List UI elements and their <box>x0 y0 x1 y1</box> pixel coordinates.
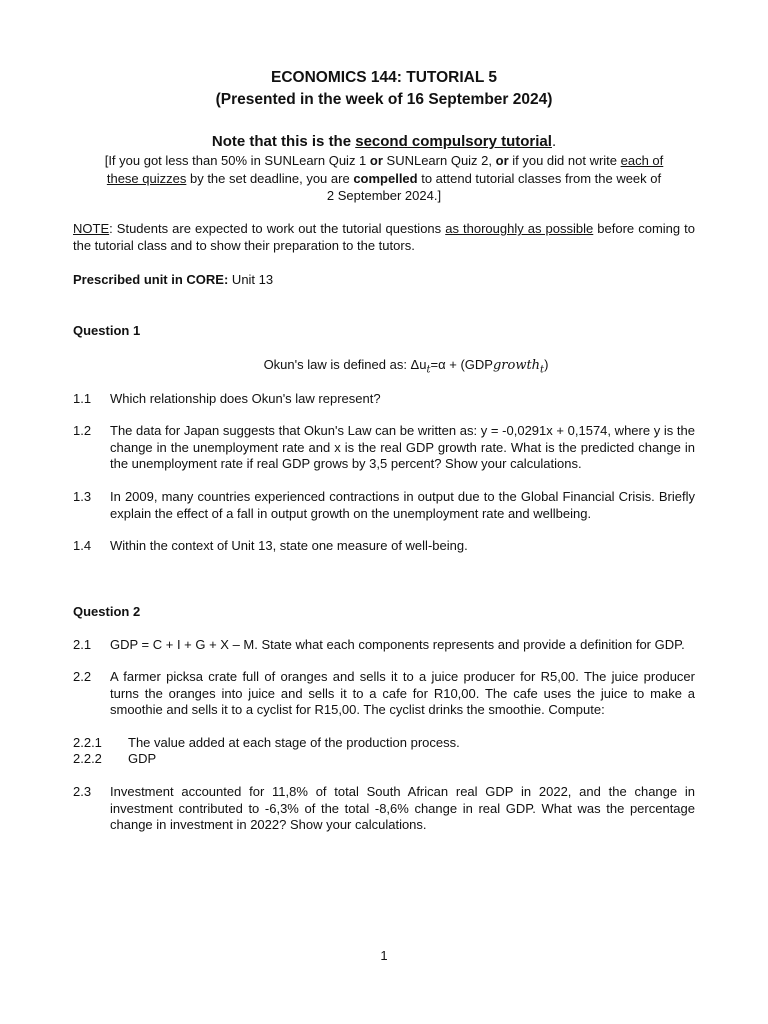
item-text: Which relationship does Okun's law represent? <box>110 391 381 406</box>
notice-underlined: these quizzes <box>106 171 187 186</box>
notice-text: SUNLearn Quiz 2, <box>382 153 496 168</box>
notice-line-1 <box>0 153 768 170</box>
note-text: before coming to the tutorial class and to show their preparation to the tutors. <box>73 221 696 253</box>
notice-line-2 <box>0 171 768 188</box>
item-number: 2.1 <box>73 637 92 652</box>
okun-formula <box>0 357 768 379</box>
page-number: 1 <box>380 948 388 963</box>
question-1-heading: Question 1 <box>73 323 141 338</box>
notice-or: or <box>369 153 383 168</box>
document-subtitle: (Presented in the week of 16 September 2024) <box>215 91 553 108</box>
sub-item-text: The value added at each stage of the production process. <box>128 735 460 750</box>
question-2-heading: Question 2 <box>73 604 141 619</box>
sub-item-number: 2.2.2 <box>73 751 102 766</box>
formula-text: Okun's law is defined as: Δu <box>263 357 427 372</box>
note-underlined: as thoroughly as possible <box>445 221 594 236</box>
formula-text: ) <box>544 357 549 372</box>
notice-text: by the set deadline, you are <box>186 171 354 186</box>
notice-underlined: each of <box>620 153 664 168</box>
notice-or: or <box>495 153 509 168</box>
notice-emphasis: second compulsory tutorial <box>355 133 552 150</box>
document-title: ECONOMICS 144: TUTORIAL 5 <box>271 69 497 86</box>
formula-text: =α + (GDP <box>430 357 493 372</box>
notice-compelled: compelled <box>353 171 418 186</box>
prescribed-label: Prescribed unit in CORE: <box>73 272 229 287</box>
item-number: 1.1 <box>73 391 92 406</box>
note-paragraph <box>73 221 695 254</box>
item-number: 2.3 <box>73 784 92 799</box>
notice-text: [If you got less than 50% in SUNLearn Quiz 1 <box>104 153 370 168</box>
item-number: 1.3 <box>73 489 92 504</box>
compulsory-notice <box>0 134 768 151</box>
notice-text: if you did not write <box>508 153 621 168</box>
note-text: : Students are expected to work out the tutorial questions <box>109 221 446 236</box>
prescribed-unit <box>73 272 695 289</box>
item-number: 1.2 <box>73 423 92 438</box>
sub-item-number: 2.2.1 <box>73 735 102 750</box>
item-text: Investment accounted for 11,8% of total South African real GDP in 2022, and the change in investment contributed to -6,3% of the total -8,6% change in real GDP. What was the percentage change in investment in 2022? Show your calculations. <box>110 784 695 832</box>
item-text: The data for Japan suggests that Okun's Law can be written as: y = -0,0291x + 0,1574, where y is the change in the unemployment rate and x is the real GDP growth rate. What is the predicted change in the unemployment rate if real GDP grows by 3,5 percent? Show your calculations. <box>110 423 695 471</box>
formula-subscript: t <box>426 364 431 376</box>
item-number: 2.2 <box>73 669 92 684</box>
item-number: 1.4 <box>73 538 92 553</box>
notice-suffix: . <box>551 133 557 150</box>
formula-subscript: t <box>540 364 545 376</box>
prescribed-value: Unit 13 <box>228 272 274 287</box>
formula-growth: growth <box>492 358 541 373</box>
item-text: In 2009, many countries experienced contractions in output due to the Global Financial Crisis. Briefly explain the effect of a fall in output growth on the unemployment rate and wellbeing. <box>110 489 695 521</box>
notice-text: to attend tutorial classes from the week of <box>417 171 662 186</box>
item-text: Within the context of Unit 13, state one measure of well-being. <box>110 538 468 553</box>
item-text: A farmer picksa crate full of oranges and sells it to a juice producer for R5,00. The juice producer turns the oranges into juice and sells it to a cafe for R10,00. The cafe uses the juice to make a smoothie and sells it to a cyclist for R15,00. The cyclist drinks the smoothie. Compute: <box>110 669 695 717</box>
sub-item-text: GDP <box>128 751 157 766</box>
notice-line-3: 2 September 2024.] <box>326 188 442 203</box>
note-label: NOTE <box>73 221 110 236</box>
item-text: GDP = C + I + G + X – M. State what each components represents and provide a definition for GDP. <box>110 637 685 652</box>
notice-prefix: Note that this is the <box>211 133 356 150</box>
